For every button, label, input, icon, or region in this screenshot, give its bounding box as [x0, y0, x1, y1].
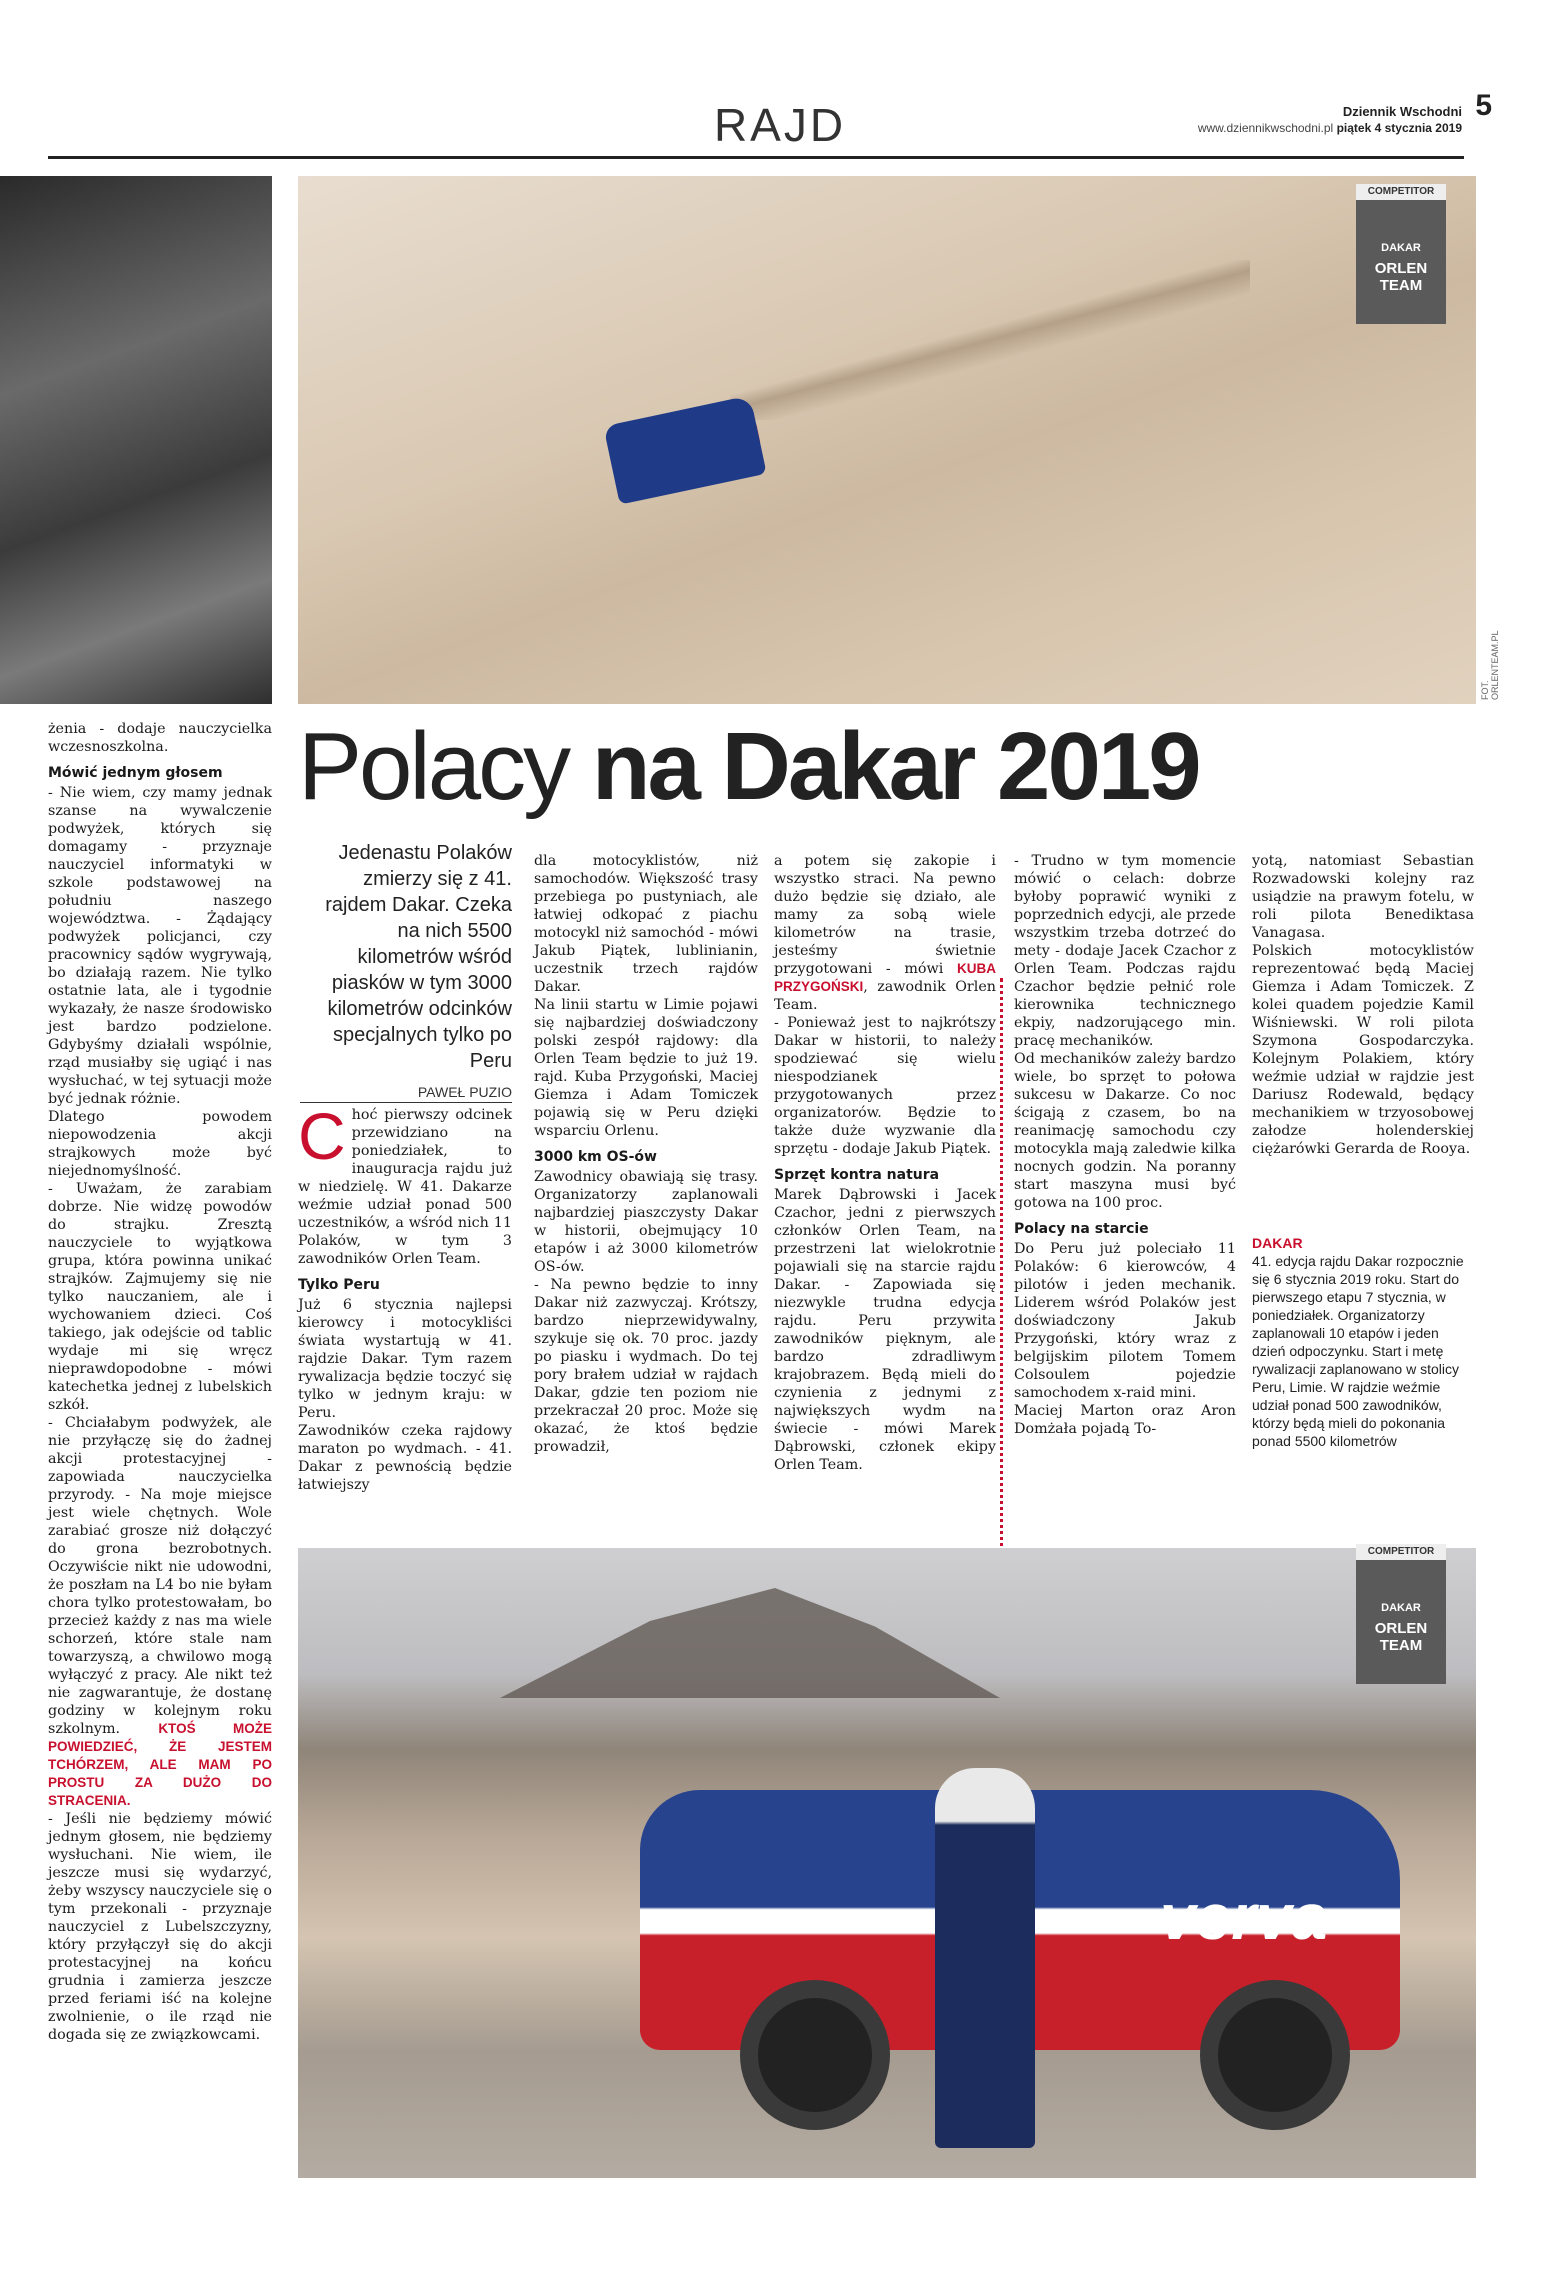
left-photo: [0, 176, 272, 704]
section-title: RAJD: [713, 99, 847, 151]
photo-credit: FOT. ORLENTEAM.PL: [1480, 630, 1500, 700]
masthead: [1197, 89, 1492, 136]
col1-p1: hoć pierwszy odcinek przewidziano na poniedziałek, to inauguracja rajdu już w niedzielę. W 41. Dakarze weźmie udział ponad 500 uczestników, a wśród nich 11 Polaków, w tym 3 zawodników Orlen Team.: [298, 1107, 512, 1267]
left-p5-highlight: KTOŚ MOŻE POWIEDZIEĆ, ŻE JESTEM TCHÓRZEM, ALE MAM PO PROSTU ZA DUŻO DO STRACENIA.: [48, 1721, 272, 1808]
col4-p1: - Trudno w tym momencie mówić o celach: dobrze byłoby poprawić wyniki z poprzednich edycji, ale przede wszystkim trzeba dotrzeć do mety - dodaje Jacek Czachor z Orlen Team. Podczas rajdu Czachor będzie pełnić role kierownika technicznego ekpiy, nadzorującego min. pracę mechaników.: [1014, 853, 1236, 1049]
info-box-label: DAKAR: [1252, 1235, 1303, 1251]
article-column-5: [1252, 852, 1474, 1158]
col4-p2: Od mechaników zależy bardzo wiele, bo sprzęt to połowa sukcesu w Dakarze. Co noc ścigają z czasem, bo na reanimację samochodu czy motocykla mają zaledwie kilka nocnych godzin. Na poranny start maszyna musi być gotowa na 100 proc.: [1014, 1051, 1236, 1211]
col2-p4: - Na pewno będzie to inny Dakar niż zazwyczaj. Krótszy, bardzo nieprzewidywalny, szykuje się ok. 70 proc. jazdy po piasku i wydmach. Do tej pory brałem udział w rajdach Dakar, gdzie ten poziom nie przekraczał 20 proc. Może się okazać, że ktoś będzie prowadził,: [534, 1277, 758, 1455]
col5-p2: Polskich motocyklistów reprezentować będą Maciej Giemza i Adam Tomiczek. Z kolei quadem pojedzie Kamil Wiśniewski. W roli pilota Szymona Gospodarczyka. Kolejnym Polakiem, który weźmie udział w rajdzie jest Dariusz Rodewald, będący mechanikiem w trzyosobowej załodze holenderskiej ciężarówki Gerarda de Rooya.: [1252, 943, 1474, 1157]
car-sponsor-logo: verva: [1160, 1881, 1328, 1953]
badge-team-label: ORLEN TEAM: [1374, 260, 1428, 294]
paper-name: Dziennik Wschodni: [1342, 104, 1462, 119]
headline-light: Polacy: [298, 713, 592, 820]
competitor-badge-bottom: [1356, 1544, 1446, 1684]
badge-team-label: ORLEN TEAM: [1374, 1620, 1428, 1654]
article-column-3: [774, 852, 996, 1474]
left-p4: - Uważam, że zarabiam dobrze. Nie widzę powodów do strajku. Zresztą nauczyciele to wyjątkowa grupa, która powinna unikać strajków. Zajmujemy się nie tylko nauczaniem, ale i wychowaniem dzieci. Coś takiego, jak odejście od tablic wydaje mi się wręcz nieprawdopodobne - mówi katechetka jednej z lubelskich szkół.: [48, 1181, 272, 1413]
competitor-badge-top: [1356, 184, 1446, 324]
info-box-text: 41. edycja rajdu Dakar rozpocznie się 6 stycznia 2019 roku. Start do pierwszego etapu 7 stycznia, w poniedziałek. Organizatorzy zaplanowali 10 etapów i jeden dzień odpoczynku. Start i metę rywalizacji zaplanowano w stolicy Peru, Limie. W rajdzie weźmie udział ponad 500 zawodników, którzy będą mieli do pokonania ponad 5500 kilometrów: [1252, 1253, 1464, 1449]
driver-figure: [935, 1768, 1035, 2148]
col5-p1: yotą, natomiast Sebastian Rozwadowski kolejny raz usiądzie na prawym fotelu, w roli pilota Benediktasa Vanagasa.: [1252, 853, 1474, 941]
car-wheel-rear: [1200, 1980, 1350, 2130]
car-wheel-front: [740, 1980, 890, 2130]
info-box: [1252, 1234, 1474, 1450]
col3-p2: - Ponieważ jest to najkrótszy Dakar w historii, to należy spodziewać się wielu niespodzianek przygotowanych przez organizatorów. Będzie to także duże wyzwanie dla sprzętu - dodaje Jakub Piątek.: [774, 1015, 996, 1157]
left-subheading: Mówić jednym głosem: [48, 765, 223, 781]
col3-p1-highlight: KUBA PRZYGOŃSKI: [774, 961, 996, 994]
col3-p1a: a potem się zakopie i wszystko straci. Na pewno dużo będzie się działo, ale mamy za sobą wiele kilometrów na trasie, jesteśmy świetnie przygotowani - mówi: [774, 853, 996, 977]
col4-p4: Maciej Marton oraz Aron Domżała pojadą To-: [1014, 1403, 1236, 1437]
sand-dust-trail: [730, 260, 1250, 420]
left-p1: żenia - dodaje nauczycielka wczesnoszkolna.: [48, 721, 272, 755]
col1-subheading: Tylko Peru: [298, 1277, 380, 1293]
badge-competitor-label: COMPETITOR: [1356, 184, 1446, 200]
page-number: 5: [1475, 89, 1492, 122]
left-p6: - Jeśli nie będziemy mówić jednym głosem, nie będziemy wysłuchani. Nie wiem, ile jeszcze musi się wydarzyć, żeby wszyscy nauczyciele się o tym przekonali - przyznaje nauczyciel z Lubelszczyzny, który przyłączył się do akcji protestacyjnej na końcu grudnia i zamierza jeszcze przed feriami iść na kolejne zwolnienie, o ile rząd nie dogada się ze związkowcami.: [48, 1811, 272, 2043]
dakar-logo-icon: DAKAR: [1381, 242, 1421, 254]
col3-p3: Marek Dąbrowski i Jacek Czachor, jedni z pierwszych członków Orlen Team, na przestrzeni lat wielokrotnie pojawiali się na starcie rajdu Dakar. - Zapowiada się niezwykle trudna edycja rajdu. Peru przywita zawodników pięknym, ale bardzo zdradliwym krajobrazem. Będą mieli do czynienia z jednymi z największych wydm na świecie - mówi Marek Dąbrowski, członek ekipy Orlen Team.: [774, 1187, 996, 1473]
article-column-1: [298, 1099, 512, 1494]
dropcap: C: [298, 1099, 346, 1173]
col1-p2: Już 6 stycznia najlepsi kierowcy i motocykliści świata wystartują w 41. rajdzie Dakar. Tym razem rywalizacja będzie toczyć się tylko w jednym kraju: w Peru.: [298, 1297, 512, 1421]
issue-date: piątek 4 stycznia 2019: [1336, 121, 1462, 135]
left-p2: - Nie wiem, czy mamy jednak szanse na wywalczenie podwyżek, których się domagamy - przyznaje nauczyciel informatyki w szkole podstawowej na południu naszego województwa. - Żądający podwyżek policjanci, czy pracownicy sądów wygrywają, bo działają razem. Nie tylko ostatnie lata, ale i tygodnie wykazały, że nasze środowisko jest bardzo podzielone. Gdybyśmy działali wspólnie, rząd musiałby się ugiąć i nas wysłuchać, w tej sytuacji może być jednak różnie.: [48, 785, 272, 1107]
site-url[interactable]: www.dziennikwschodni.pl: [1197, 121, 1334, 135]
col4-subheading: Polacy na starcie: [1014, 1221, 1149, 1237]
article-lead: Jedenastu Polaków zmierzy się z 41. rajdem Dakar. Czeka na nich 5500 kilometrów wśród piasków w tym 3000 kilometrów odcinków specjalnych tylko po Peru: [325, 842, 512, 1072]
header-rule: [48, 156, 1464, 159]
left-article-column: [48, 720, 272, 2044]
left-p5: - Chciałabym podwyżek, ale nie przyłączę się do żadnej akcji protestacyjnej - zapowiada nauczycielka przyrody. - Na moje miejsce jest wiele chętnych. Wole zarabiać grosze niż dołączyć do grona bezrobotnych. Oczywiście nikt nie udowodni, że poszłam na L4 bo nie byłam chora tylko protestowałam, bo przecież każdy z nas ma wiele schorzeń, które stale nam towarzyszą, a chwilowo mogą wyłączyć z pracy. Ale nikt też nie zagwarantuje, że dostanę godziny w kolejnym roku szkolnym.: [48, 1415, 272, 1737]
article-column-4: [1014, 852, 1236, 1438]
left-p3: Dlatego powodem niepowodzenia akcji strajkowych może być niejednomyślność.: [48, 1109, 272, 1179]
col2-p2: Na linii startu w Limie pojawi się najbardziej doświadczony polski zespół rajdowy: dla Orlen Team będzie to już 19. rajd. Kuba Przygoński, Maciej Giemza i Adam Tomiczek pojawią się w Peru dzięki wsparciu Orlenu.: [534, 997, 758, 1139]
dakar-logo-icon: DAKAR: [1381, 1602, 1421, 1614]
badge-competitor-label: COMPETITOR: [1356, 1544, 1446, 1560]
col2-p3: Zawodnicy obawiają się trasy. Organizatorzy zaplanowali najbardziej piaszczysty Dakar w historii, obejmujący 10 etapów i aż 3000 kilometrów OS-ów.: [534, 1169, 758, 1275]
headline-bold: na Dakar 2019: [591, 713, 1199, 820]
col2-p1: dla motocyklistów, niż samochodów. Większość trasy przebiega po pustyniach, ale łatwiej odkopać z piachu motocykl niż samochód - mówi Jakub Piątek, lublinianin, uczestnik trzech rajdów Dakar.: [534, 853, 758, 995]
col2-subheading: 3000 km OS-ów: [534, 1149, 657, 1165]
article-column-2: [534, 852, 758, 1456]
col1-p3: Zawodników czeka rajdowy maraton po wydmach. - 41. Dakar z pewnością będzie łatwiejszy: [298, 1423, 512, 1493]
col3-subheading: Sprzęt kontra natura: [774, 1167, 940, 1183]
col3-p1b: , zawodnik Orlen Team.: [774, 979, 996, 1013]
article-headline: [298, 712, 1199, 822]
col4-p3: Do Peru już poleciało 11 Polaków: 6 kierowców, 4 pilotów i jeden mechanik. Liderem wśród Polaków jest doświadczony Jakub Przygoński, który wraz z belgijskim pilotem Tomem Colsoulem pojedzie samochodem x-raid mini.: [1014, 1241, 1236, 1401]
article-author: PAWEŁ PUZIO: [300, 1084, 512, 1103]
top-photo: [298, 176, 1476, 704]
